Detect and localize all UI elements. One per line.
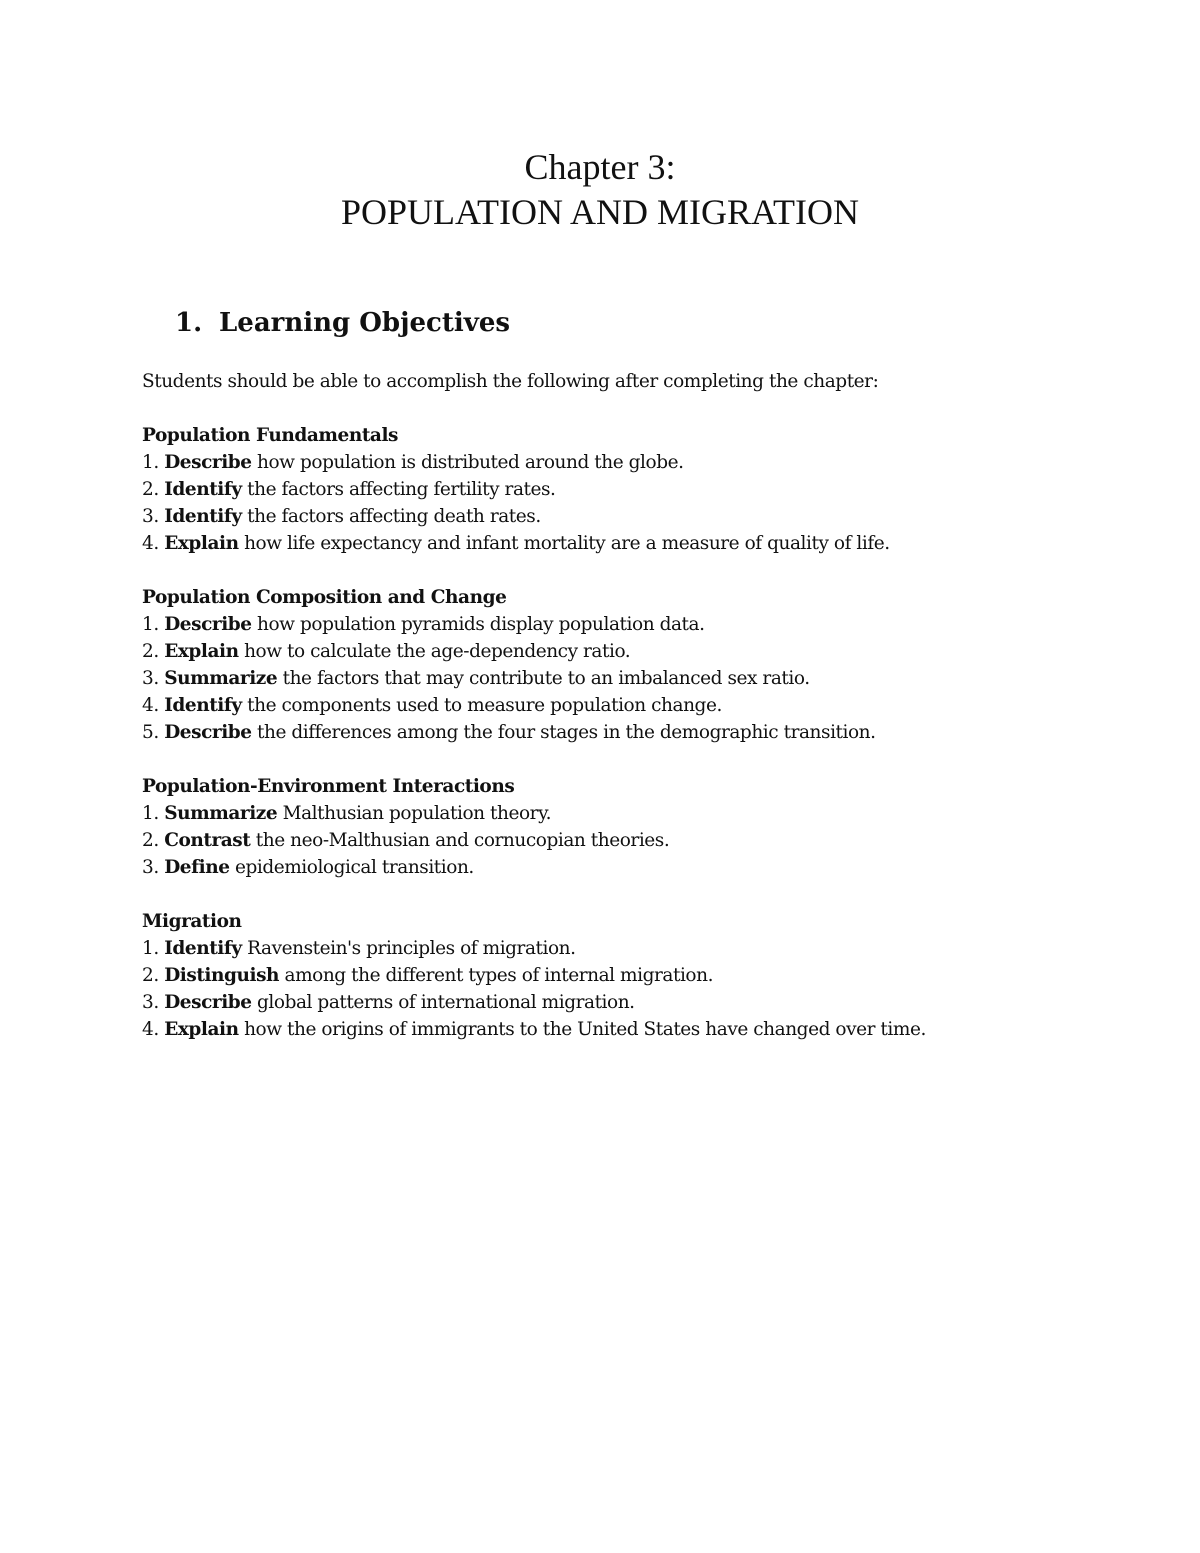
objective-verb: Describe <box>164 452 252 473</box>
objective-number: 1. <box>142 803 159 824</box>
objective-text: how the origins of immigrants to the United States have changed over time. <box>244 1019 926 1040</box>
objective-item <box>142 530 1102 557</box>
objective-text: how to calculate the age-dependency ratio. <box>244 641 631 662</box>
objective-number: 3. <box>142 506 159 527</box>
group-title: Migration <box>142 911 242 932</box>
objective-text: the neo-Malthusian and cornucopian theories. <box>255 830 670 851</box>
objective-item <box>142 1016 1102 1043</box>
objective-verb: Explain <box>164 641 239 662</box>
objective-item <box>142 476 1102 503</box>
objective-number: 4. <box>142 695 159 716</box>
objective-verb: Contrast <box>164 830 251 851</box>
objective-item <box>142 665 1102 692</box>
objective-text: the factors that may contribute to an imbalanced sex ratio. <box>282 668 810 689</box>
chapter-title: POPULATION AND MIGRATION <box>340 192 859 232</box>
section-number: 1. <box>175 308 203 338</box>
objective-text: Malthusian population theory. <box>282 803 552 824</box>
objective-number: 2. <box>142 830 159 851</box>
objective-item <box>142 827 1102 854</box>
objective-list <box>142 449 1102 557</box>
chapter-label: Chapter 3: <box>524 147 676 187</box>
objective-text: the factors affecting fertility rates. <box>247 479 556 500</box>
objective-verb: Describe <box>164 992 252 1013</box>
objective-text: epidemiological transition. <box>234 857 474 878</box>
objective-item <box>142 854 1102 881</box>
objective-verb: Define <box>164 857 230 878</box>
objective-text: among the different types of internal migration. <box>284 965 714 986</box>
objective-number: 1. <box>142 614 159 635</box>
objective-verb: Identify <box>164 938 242 959</box>
objective-verb: Explain <box>164 1019 239 1040</box>
section-heading <box>175 305 510 341</box>
objective-text: how population pyramids display population data. <box>257 614 705 635</box>
section-title: Learning Objectives <box>219 308 511 338</box>
objective-list <box>142 800 1102 881</box>
objective-item <box>142 719 1102 746</box>
objective-verb: Distinguish <box>164 965 280 986</box>
objective-number: 3. <box>142 857 159 878</box>
objective-group-population-environment <box>142 773 1102 881</box>
group-title: Population Fundamentals <box>142 425 399 446</box>
objective-text: the factors affecting death rates. <box>247 506 541 527</box>
objective-item <box>142 503 1102 530</box>
objective-verb: Identify <box>164 506 242 527</box>
objective-item <box>142 692 1102 719</box>
objective-number: 1. <box>142 938 159 959</box>
objective-item <box>142 962 1102 989</box>
objective-number: 5. <box>142 722 159 743</box>
objectives-body <box>142 368 1102 1070</box>
objective-verb: Identify <box>164 479 242 500</box>
objective-verb: Explain <box>164 533 239 554</box>
objective-number: 3. <box>142 668 159 689</box>
objective-text: how life expectancy and infant mortality are a measure of quality of life. <box>244 533 890 554</box>
objective-text: how population is distributed around the globe. <box>257 452 684 473</box>
objective-number: 2. <box>142 479 159 500</box>
objective-item <box>142 935 1102 962</box>
objective-verb: Summarize <box>164 803 278 824</box>
objective-number: 4. <box>142 1019 159 1040</box>
objective-text: Ravenstein's principles of migration. <box>247 938 576 959</box>
objective-verb: Identify <box>164 695 242 716</box>
objective-number: 2. <box>142 641 159 662</box>
intro-text: Students should be able to accomplish the following after completing the chapter: <box>142 371 879 392</box>
objective-item <box>142 989 1102 1016</box>
objective-number: 3. <box>142 992 159 1013</box>
objective-item <box>142 638 1102 665</box>
group-title: Population Composition and Change <box>142 587 507 608</box>
objective-number: 4. <box>142 533 159 554</box>
objective-verb: Describe <box>164 722 252 743</box>
objective-group-population-composition <box>142 584 1102 746</box>
objective-text: global patterns of international migration. <box>257 992 635 1013</box>
objective-list <box>142 611 1102 746</box>
objective-verb: Describe <box>164 614 252 635</box>
objective-number: 1. <box>142 452 159 473</box>
objective-item <box>142 449 1102 476</box>
objective-group-population-fundamentals <box>142 422 1102 557</box>
group-title: Population-Environment Interactions <box>142 776 515 797</box>
objective-verb: Summarize <box>164 668 278 689</box>
objective-number: 2. <box>142 965 159 986</box>
objective-group-migration <box>142 908 1102 1043</box>
objective-item <box>142 611 1102 638</box>
objective-text: the differences among the four stages in the demographic transition. <box>257 722 876 743</box>
objective-item <box>142 800 1102 827</box>
objective-text: the components used to measure population change. <box>247 695 722 716</box>
objective-list <box>142 935 1102 1043</box>
